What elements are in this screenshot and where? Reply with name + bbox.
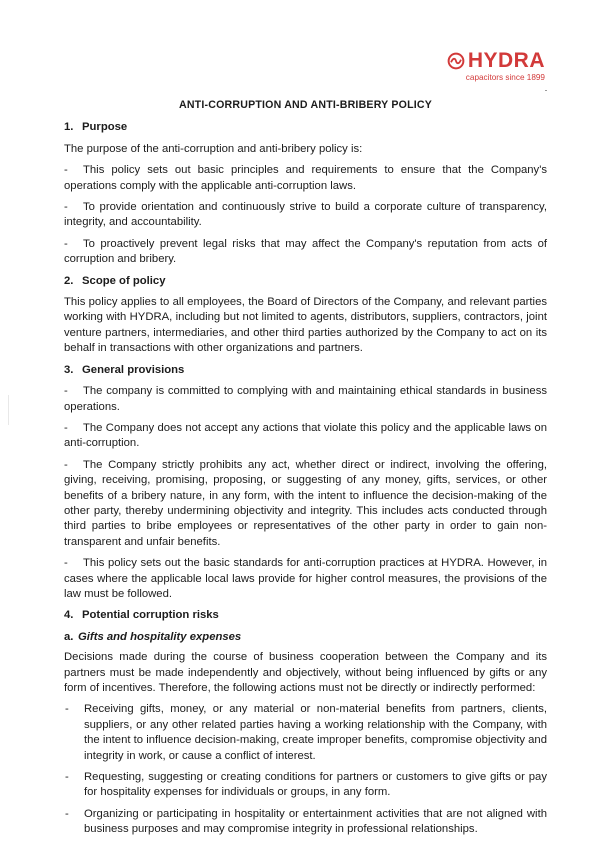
purpose-item: - To provide orientation and continuously strive to build a corporate culture of transparency, integrity, and accountability. (64, 200, 547, 231)
company-logo (425, 50, 545, 82)
general-item: - The Company strictly prohibits any act, whether direct or indirect, involving the offering, giving, receiving, promising, proposing, or suggesting of any money, gifts, services, or other benefits of a bribery nature, in any form, with the intent to influence the decision-making of the other party, thereby undermining objectivity and integrity. This includes acts conducted through third parties to bribe employees or representatives of the other party in order to gain non-transparent and unfair benefits. (64, 458, 547, 550)
subsection-title: Gifts and hospitality expenses (78, 630, 242, 643)
general-item: - The company is committed to complying with and maintaining ethical standards in business operations. (64, 384, 547, 415)
document-body (64, 98, 547, 844)
list-item: - Organizing or participating in hospitality or entertainment activities that are not aligned with business purposes and may compromise integrity in professional relationships. (64, 807, 547, 838)
purpose-item: - This policy sets out basic principles and requirements to ensure that the Company's operations comply with the applicable anti-corruption laws. (64, 163, 547, 194)
section-heading-scope (64, 274, 547, 289)
section-title: Potential corruption risks (82, 609, 219, 622)
logo-name: HYDRA (467, 49, 545, 72)
section-number: 1. (64, 121, 74, 134)
section-title: General provisions (82, 363, 185, 376)
purpose-intro: The purpose of the anti-corruption and anti-bribery policy is: (64, 142, 363, 155)
subsection-letter: a. (64, 630, 74, 643)
section-heading-purpose (64, 120, 547, 135)
logo-tagline: capacitors since 1899 (465, 73, 545, 82)
document-title: ANTI-CORRUPTION AND ANTI-BRIBERY POLICY (178, 99, 433, 111)
section-title: Scope of policy (82, 274, 166, 287)
scope-paragraph: This policy applies to all employees, the Board of Directors of the Company, and relevant parties working with HYDRA, including but not limited to agents, distributors, suppliers, contractors, joint venture partners, intermediaries, and other third parties authorized by the Company to act on its behalf in transactions with other organizations and partners. (64, 296, 547, 355)
gifts-prohibited-list (64, 702, 547, 837)
hydra-emblem-icon (447, 52, 465, 70)
logo-wordmark-row (425, 50, 545, 72)
gifts-paragraph: Decisions made during the course of business cooperation between the Company and its partners must be made independently and objectively, without being influenced by gifts or any form of incentives. Therefore, the following actions must not be directly or indirectly performed: (64, 651, 547, 694)
section-heading-risks (64, 608, 547, 623)
purpose-item: - To proactively prevent legal risks that may affect the Company's reputation from acts of corruption and bribery. (64, 237, 547, 268)
section-title: Purpose (82, 121, 128, 134)
list-item: - Requesting, suggesting or creating conditions for partners or customers to give gifts or pay for hospitality expenses for individuals or groups, in any form. (64, 770, 547, 801)
section-number: 2. (64, 274, 74, 287)
scan-mark (8, 395, 9, 425)
general-item: - This policy sets out the basic standards for anti-corruption practices at HYDRA. However, in cases where the applicable local laws provide for higher control measures, the provisions of the law must be followed. (64, 556, 547, 602)
subsection-heading-gifts (64, 630, 547, 645)
section-heading-general (64, 363, 547, 378)
header-tick (545, 90, 547, 91)
general-item: - The Company does not accept any actions that violate this policy and the applicable laws on anti-corruption. (64, 421, 547, 452)
section-number: 4. (64, 609, 74, 622)
list-item: - Receiving gifts, money, or any material or non-material benefits from partners, clients, suppliers, or any other related parties having a working relationship with the Company, with the intent to influence decision-making, create improper benefits, compromise objectivity and integrity in work, or cause a conflict of interest. (64, 702, 547, 764)
section-number: 3. (64, 363, 74, 376)
